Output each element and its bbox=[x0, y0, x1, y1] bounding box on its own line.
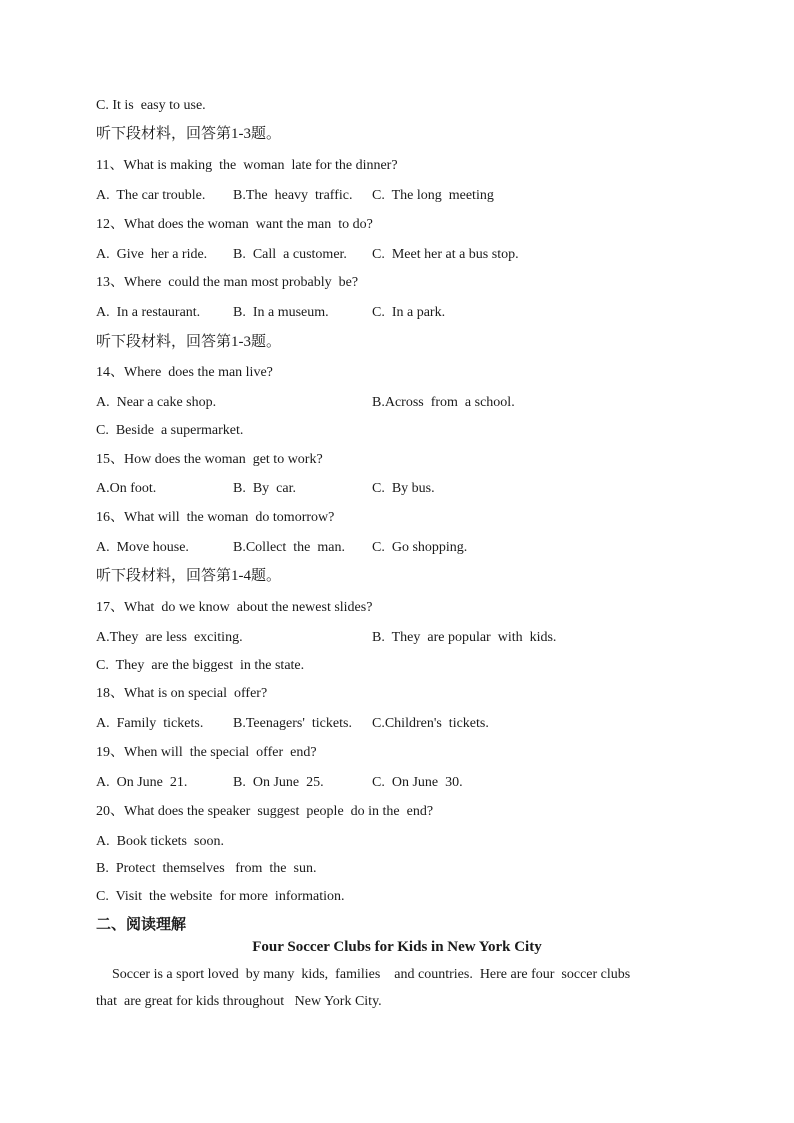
passage-paragraph-line-2: that are great for kids throughout New York City. bbox=[96, 994, 382, 1009]
question-16: 16、What will the woman do tomorrow? bbox=[96, 510, 335, 525]
q20-option-a: A. Book tickets soon. bbox=[96, 834, 224, 849]
q15-option-a: A.On foot. bbox=[96, 481, 157, 496]
q19-option-b: B. On June 25. bbox=[233, 775, 324, 790]
q19-option-a: A. On June 21. bbox=[96, 775, 188, 790]
q14-option-a: A. Near a cake shop. bbox=[96, 395, 217, 410]
q17-option-b: B. They are popular with kids. bbox=[372, 630, 557, 645]
question-20: 20、What does the speaker suggest people do in the end? bbox=[96, 804, 434, 819]
q12-option-a: A. Give her a ride. bbox=[96, 247, 208, 262]
q12-option-b: B. Call a customer. bbox=[233, 247, 347, 262]
q14-option-c: C. Beside a supermarket. bbox=[96, 423, 244, 438]
passage-title: Four Soccer Clubs for Kids in New York City bbox=[252, 939, 542, 955]
q16-option-a: A. Move house. bbox=[96, 540, 189, 555]
question-11: 11、What is making the woman late for the dinner? bbox=[96, 158, 398, 173]
question-17: 17、What do we know about the newest slides? bbox=[96, 600, 373, 615]
q17-option-a: A.They are less exciting. bbox=[96, 630, 243, 645]
q15-option-c: C. By bus. bbox=[372, 481, 435, 496]
q15-option-b: B. By car. bbox=[233, 481, 296, 496]
question-19: 19、When will the special offer end? bbox=[96, 745, 317, 760]
q20-option-b: B. Protect themselves from the sun. bbox=[96, 861, 317, 876]
q19-option-c: C. On June 30. bbox=[372, 775, 463, 790]
q17-option-c: C. They are the biggest in the state. bbox=[96, 658, 305, 673]
section-instruction: 听下段材料，回答第1-3题。 bbox=[96, 334, 281, 350]
q12-option-c: C. Meet her at a bus stop. bbox=[372, 247, 519, 262]
q13-option-c: C. In a park. bbox=[372, 305, 446, 320]
section-instruction: 听下段材料，回答第1-4题。 bbox=[96, 568, 281, 584]
q11-option-b: B.The heavy traffic. bbox=[233, 188, 353, 203]
q11-option-c: C. The long meeting bbox=[372, 188, 494, 203]
q16-option-c: C. Go shopping. bbox=[372, 540, 468, 555]
q13-option-a: A. In a restaurant. bbox=[96, 305, 201, 320]
question-18: 18、What is on special offer? bbox=[96, 686, 268, 701]
section-heading: 二、阅读理解 bbox=[96, 917, 187, 933]
q18-option-a: A. Family tickets. bbox=[96, 716, 204, 731]
q14-option-b: B.Across from a school. bbox=[372, 395, 515, 410]
question-12: 12、What does the woman want the man to do? bbox=[96, 217, 373, 232]
q18-option-b: B.Teenagers' tickets. bbox=[233, 716, 352, 731]
question-15: 15、How does the woman get to work? bbox=[96, 452, 323, 467]
question-13: 13、Where could the man most probably be? bbox=[96, 275, 359, 290]
passage-paragraph-line-1: Soccer is a sport loved by many kids, families and countries. Here are four soccer clubs bbox=[112, 967, 631, 982]
section-instruction: 听下段材料，回答第1-3题。 bbox=[96, 126, 281, 142]
q13-option-b: B. In a museum. bbox=[233, 305, 329, 320]
question-14: 14、Where does the man live? bbox=[96, 365, 273, 380]
q10-option-c: C. It is easy to use. bbox=[96, 98, 206, 113]
q20-option-c: C. Visit the website for more information. bbox=[96, 889, 345, 904]
q18-option-c: C.Children's tickets. bbox=[372, 716, 489, 731]
q11-option-a: A. The car trouble. bbox=[96, 188, 206, 203]
q16-option-b: B.Collect the man. bbox=[233, 540, 345, 555]
